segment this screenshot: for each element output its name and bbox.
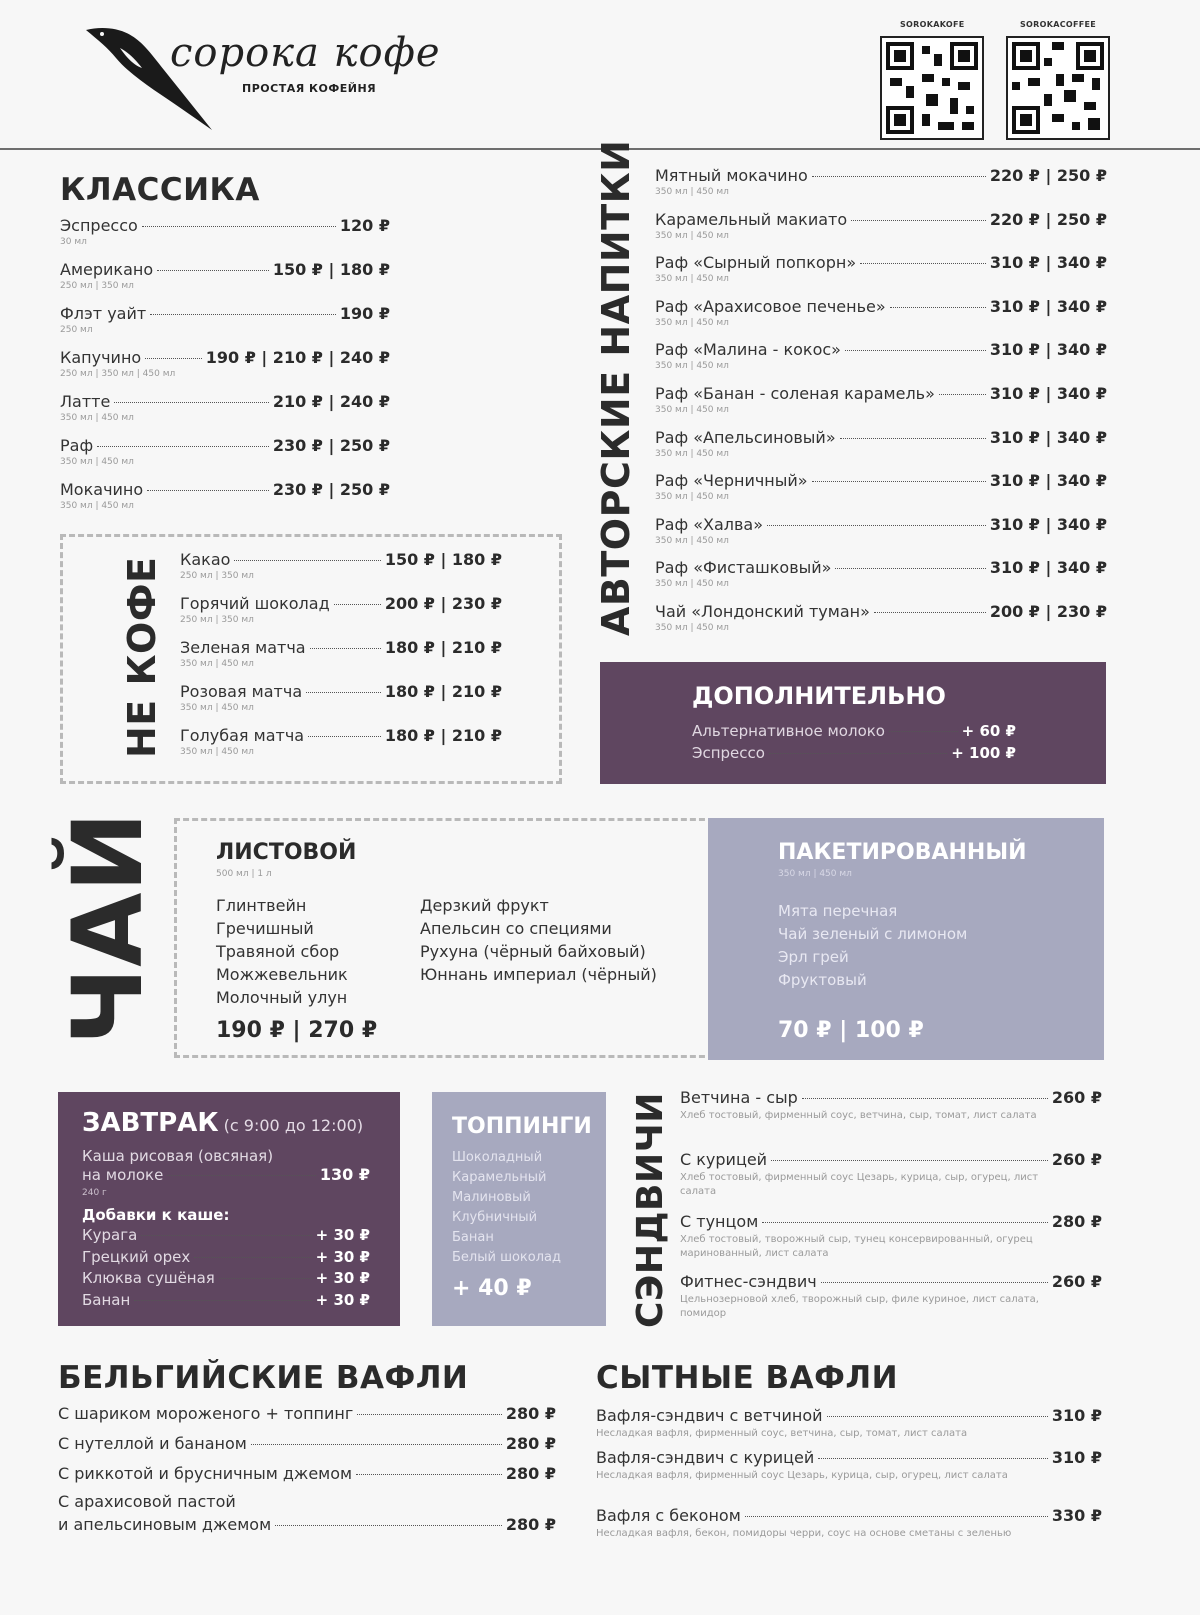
dot-leader [812,481,986,482]
price-row [60,348,390,367]
price-row [60,260,390,279]
item-volume: 350 мл | 450 мл [655,492,729,503]
logo-tagline: ПРОСТАЯ КОФЕЙНЯ [242,82,377,95]
section-title-author-drinks: АВТОРСКИЕ НАПИТКИ [594,139,638,636]
item-description: Хлеб тостовый, фирменный соус, ветчина, сыр, томат, лист салата [680,1110,1037,1121]
dot-leader [356,1474,502,1475]
dot-leader [97,446,269,447]
hearty-waffle-item [596,1448,1102,1483]
dot-leader [142,226,336,227]
item-name: С нутеллой и бананом [58,1434,247,1453]
porridge-price: 130 ₽ [319,1165,370,1184]
dot-leader [306,692,381,693]
author-drink-item [655,558,1107,589]
toppings-list [452,1148,561,1268]
dot-leader [334,604,381,605]
item-name: Раф «Черничный» [655,471,808,491]
dot-leader [821,1282,1048,1283]
item-volume: 250 мл | 350 мл [180,615,254,625]
topping-name: Шоколадный [452,1150,543,1165]
dot-leader [219,1278,312,1279]
item-name: Клюква сушёная [82,1269,215,1287]
price-row [60,480,390,499]
leaf-tea-name: Рухуна (чёрный байховый) [420,942,646,961]
dot-leader [827,1416,1048,1417]
not-coffee-item [180,594,502,625]
dot-leader [134,1300,311,1301]
dot-leader [114,402,268,403]
dot-leader [835,568,985,569]
dot-leader [812,176,986,177]
leaf-tea-name: Травяной сбор [216,942,340,961]
item-price: 280 ₽ [505,1434,556,1453]
item-name: Раф «Малина - кокос» [655,340,841,360]
item-price: + 30 ₽ [315,1290,370,1309]
item-price: + 60 ₽ [961,722,1016,740]
item-name: и апельсиновым джемом [58,1515,272,1534]
dot-leader [818,1458,1048,1459]
item-name: Мокачино [60,480,144,499]
dot-leader [939,394,986,395]
toppings-price: + 40 ₽ [452,1276,532,1301]
item-name: Грецкий орех [82,1247,191,1266]
bagged-tea-volume: 350 мл | 450 мл [778,869,852,879]
item-price: 310 ₽ | 340 ₽ [989,384,1107,403]
price-row [58,1434,556,1453]
item-name: Мятный мокачино [655,166,808,185]
item-price: 190 ₽ [339,304,390,323]
logo-name: сорока кофе [170,30,441,76]
item-price: 280 ₽ [505,1515,556,1534]
price-row [180,726,502,745]
topping-name: Малиновый [452,1190,531,1205]
sandwich-item [680,1272,1102,1321]
item-price: 330 ₽ [1051,1506,1102,1525]
item-price: 280 ₽ [505,1404,556,1423]
price-row [60,436,390,455]
leaf-tea-name: Юннань империал (чёрный) [420,965,657,984]
price-row [692,744,1016,762]
item-name: Вафля с беконом [596,1506,741,1525]
price-row [680,1272,1102,1291]
leaf-tea-name: Дерзкий фрукт [420,896,549,915]
item-name: Вафля-сэндвич с курицей [596,1448,815,1467]
price-row [655,166,1107,185]
item-description: Цельнозерновой хлеб, творожный сыр, филе куриное, лист салата, помидор [680,1294,1039,1319]
bagged-tea-list [778,900,967,992]
item-price: 220 ₽ | 250 ₽ [989,166,1107,185]
section-title-hearty-waffles: СЫТНЫЕ ВАФЛИ [596,1360,899,1396]
leaf-tea-name: Апельсин со специями [420,919,612,938]
author-drink-item [655,210,1107,241]
item-name: Раф «Халва» [655,514,764,534]
item-volume: 350 мл | 450 мл [655,405,729,415]
item-price: 180 ₽ | 210 ₽ [384,726,502,745]
dot-leader [157,270,269,271]
item-name: Американо [60,260,154,279]
item-price: 310 ₽ | 340 ₽ [989,427,1107,447]
price-row [180,594,502,613]
topping-name: Белый шоколад [452,1250,561,1265]
dot-leader [874,612,986,613]
price-row [180,550,502,569]
item-name: Вафля-сэндвич с ветчиной [596,1406,823,1425]
item-price: 310 ₽ | 340 ₽ [989,340,1107,360]
leaf-tea-list-1 [216,894,348,1009]
price-row [692,722,1016,740]
item-name: Альтернативное молоко [692,722,885,740]
price-row [655,471,1107,490]
item-price: 210 ₽ | 240 ₽ [272,392,390,411]
dot-leader [308,736,381,737]
item-price: 310 ₽ | 340 ₽ [989,253,1107,273]
bagged-tea-price: 70 ₽ | 100 ₽ [778,1018,924,1043]
addon-item [82,1291,370,1309]
dot-leader [275,1525,502,1526]
item-price: 310 ₽ | 340 ₽ [989,514,1107,534]
item-name: Раф «Апельсиновый» [655,427,836,447]
item-name: Горячий шоколад [180,594,330,613]
porridge-line1: Каша рисовая (овсяная) [82,1147,274,1165]
item-price: 120 ₽ [339,216,390,235]
item-name: Раф «Банан - соленая карамель» [655,384,935,403]
item-volume: 350 мл | 450 мл [655,230,729,241]
price-row [58,1404,556,1423]
item-volume: 350 мл | 450 мл [655,448,729,459]
item-name: Эспрессо [692,744,765,762]
item-price: 310 ₽ [1051,1406,1102,1425]
leaf-tea-name: Гречишный [216,919,314,938]
item-volume: 350 мл | 450 мл [180,747,254,757]
item-volume: 350 мл | 450 мл [655,274,729,285]
dot-leader [194,1257,311,1258]
not-coffee-item [180,638,502,669]
author-drink-item [655,602,1107,633]
qr-code-right-icon[interactable] [1006,36,1110,140]
dot-leader [860,263,986,264]
item-name: Банан [82,1290,131,1309]
price-row [82,1248,370,1266]
topping-name: Клубничный [452,1210,538,1225]
item-volume: 350 мл | 450 мл [655,187,729,197]
dot-leader [802,1098,1048,1099]
classic-item [60,392,390,423]
dot-leader [890,307,986,308]
price-row [82,1269,370,1287]
bagged-tea-name: Фруктовый [778,971,867,989]
item-price: 310 ₽ | 340 ₽ [989,471,1107,491]
item-name: Раф «Сырный попкорн» [655,253,857,273]
item-price: 260 ₽ [1051,1088,1102,1107]
porridge-weight: 240 г [82,1188,107,1198]
not-coffee-item [180,550,502,581]
dot-leader [141,1235,311,1236]
breakfast-title-text: ЗАВТРАК [82,1108,219,1138]
hearty-waffle-item [596,1506,1102,1541]
item-name-line1: С арахисовой пастой [58,1492,236,1511]
item-price: 310 ₽ | 340 ₽ [989,296,1107,316]
bagged-tea-name: Чай зеленый с лимоном [778,925,968,943]
classic-item [60,436,390,467]
item-name: Эспрессо [60,216,138,235]
item-description: Несладкая вафля, фирменный соус Цезарь, курица, сыр, огурец, лист салата [596,1470,1008,1481]
bagged-tea-name: Эрл грей [778,948,849,966]
item-price: 180 ₽ | 210 ₽ [384,638,502,657]
extras-title: ДОПОЛНИТЕЛЬНО [692,682,946,710]
item-description: Хлеб тостовый, фирменный соус Цезарь, курица, сыр, огурец, лист салата [680,1172,1039,1197]
author-drink-item [655,471,1107,502]
price-row [82,1226,370,1244]
belgian-waffle-item [58,1404,556,1423]
qr-right-label: SOROKACOFFEE [1020,20,1097,29]
item-volume: 350 мл | 450 мл [655,623,729,633]
item-name: Розовая матча [180,682,303,701]
item-price: 150 ₽ | 180 ₽ [384,550,502,569]
item-name: С риккотой и брусничным джемом [58,1464,353,1483]
section-title-belgian-waffles: БЕЛЬГИЙСКИЕ ВАФЛИ [58,1360,469,1396]
item-name: С шариком мороженого + топпинг [58,1404,354,1423]
item-name: Голубая матча [180,726,305,745]
item-price: 200 ₽ | 230 ₽ [989,602,1107,621]
item-volume: 250 мл | 350 мл [180,571,254,581]
item-price: + 30 ₽ [315,1226,370,1244]
qr-code-left-icon[interactable] [880,36,984,140]
dot-leader [745,1516,1048,1517]
section-title-tea: ЧАЙ [52,811,164,1045]
item-name: Чай «Лондонский туман» [655,602,870,621]
dot-leader [851,220,986,221]
qr-left-label: SOROKAKOFE [900,20,965,29]
item-name: Ветчина - сыр [680,1088,798,1107]
price-row [82,1291,370,1309]
item-volume: 30 мл [60,237,87,247]
price-row [58,1515,556,1534]
extras-item [692,744,1016,762]
item-name: С курицей [680,1150,768,1169]
section-title-not-coffee: НЕ КОФЕ [120,556,164,758]
breakfast-title [82,1108,363,1138]
leaf-tea-name: Молочный улун [216,988,348,1007]
item-price: 310 ₽ [1051,1448,1102,1467]
item-price: + 30 ₽ [315,1247,370,1266]
item-price: 310 ₽ | 340 ₽ [989,558,1107,578]
item-volume: 350 мл | 450 мл [655,317,729,328]
classic-item [60,304,390,335]
belgian-waffle-item [58,1434,556,1453]
leaf-tea-list-2 [420,894,657,986]
dot-leader [147,490,269,491]
dot-leader [845,350,986,351]
dot-leader [840,438,986,439]
price-row [596,1506,1102,1525]
item-description: Несладкая вафля, фирменный соус, ветчина, сыр, томат, лист салата [596,1428,968,1439]
item-description: Несладкая вафля, бекон, помидоры черри, соус на основе сметаны с зеленью [596,1528,1012,1539]
addons-title: Добавки к каше: [82,1206,230,1224]
leaf-tea-title: ЛИСТОВОЙ [216,840,357,865]
item-name: Какао [180,550,231,569]
porridge-row [82,1165,370,1184]
price-row [58,1464,556,1483]
item-price: 280 ₽ [505,1464,556,1483]
price-row [655,297,1107,316]
item-volume: 250 мл [60,325,93,335]
item-name: Капучино [60,348,142,367]
price-row [655,558,1107,577]
item-name: Латте [60,392,111,411]
addon-item [82,1226,370,1244]
item-name: Курага [82,1226,138,1244]
leaf-tea-volume: 500 мл | 1 л [216,869,272,879]
item-name: Фитнес-сэндвич [680,1272,817,1291]
item-name: Раф [60,436,94,455]
section-title-classic: КЛАССИКА [60,172,260,208]
price-row [655,210,1107,229]
item-volume: 250 мл | 350 мл [60,281,134,291]
item-price: 200 ₽ | 230 ₽ [384,594,502,613]
price-row [680,1088,1102,1107]
extras-item [692,722,1016,740]
topping-name: Карамельный [452,1170,547,1185]
item-price: 220 ₽ | 250 ₽ [989,209,1107,229]
price-row [655,253,1107,272]
classic-item [60,348,390,379]
price-row [655,602,1107,621]
not-coffee-item [180,726,502,757]
dot-leader [767,525,986,526]
breakfast-hours: (с 9:00 до 12:00) [223,1116,364,1135]
item-price: 260 ₽ [1051,1150,1102,1169]
item-name: С тунцом [680,1212,759,1231]
classic-item [60,216,390,247]
dot-leader [150,314,336,315]
item-volume: 350 мл | 450 мл [60,501,134,511]
price-row [655,515,1107,534]
sandwich-item [680,1088,1102,1123]
item-name: Карамельный макиато [655,209,848,229]
item-price: 150 ₽ | 180 ₽ [272,260,390,279]
item-price: 260 ₽ [1051,1272,1102,1291]
item-price: 230 ₽ | 250 ₽ [272,480,390,499]
section-title-sandwiches: СЭНДВИЧИ [630,1092,671,1328]
item-name: Раф «Фисташковый» [655,558,832,578]
dot-leader [769,753,947,754]
sandwich-item [680,1150,1102,1199]
price-row [180,682,502,701]
dot-leader [310,648,381,649]
item-description: Хлеб тостовый, творожный сыр, тунец консервированный, огурец маринованный, лист салата [680,1234,1033,1259]
price-row [60,216,390,235]
topping-name: Банан [452,1230,494,1245]
item-volume: 350 мл | 450 мл [655,361,729,372]
item-price: + 30 ₽ [315,1269,370,1287]
item-price: 180 ₽ | 210 ₽ [384,682,502,701]
item-price: 280 ₽ [1051,1212,1102,1231]
item-name: Зеленая матча [180,638,306,657]
price-row [655,340,1107,359]
not-coffee-item [180,682,502,713]
toppings-title: ТОППИНГИ [452,1114,592,1139]
item-price: 190 ₽ | 210 ₽ | 240 ₽ [205,348,390,367]
bagged-tea-title: ПАКЕТИРОВАННЫЙ [778,840,1027,865]
item-volume: 350 мл | 450 мл [180,659,254,669]
hearty-waffle-item [596,1406,1102,1441]
author-drink-item [655,297,1107,328]
item-name: Раф «Арахисовое печенье» [655,296,886,316]
item-volume: 250 мл | 350 мл | 450 мл [60,369,176,379]
price-row [596,1448,1102,1467]
author-drink-item [655,340,1107,371]
bagged-tea-name: Мята перечная [778,902,898,920]
dot-leader [251,1444,502,1445]
leaf-tea-name: Глинтвейн [216,896,307,915]
price-row [680,1150,1102,1169]
item-name: Флэт уайт [60,304,147,323]
item-price: 230 ₽ | 250 ₽ [272,436,390,455]
dot-leader [889,731,958,732]
leaf-tea-price: 190 ₽ | 270 ₽ [216,1018,378,1043]
dot-leader [145,358,202,359]
price-row [655,428,1107,447]
belgian-waffle-item [58,1464,556,1483]
porridge-line2: на молоке [82,1166,164,1184]
classic-item [60,260,390,291]
belgian-waffle-item [58,1492,556,1534]
item-volume: 350 мл | 450 мл [60,413,134,423]
price-row [60,304,390,323]
classic-item [60,480,390,511]
price-row [680,1212,1102,1231]
price-row [596,1406,1102,1425]
author-drink-item [655,166,1107,197]
dot-leader [762,1222,1048,1223]
price-row [180,638,502,657]
addon-item [82,1269,370,1287]
author-drink-item [655,428,1107,459]
author-drink-item [655,384,1107,415]
dot-leader [167,1175,316,1176]
sandwich-item [680,1212,1102,1261]
item-volume: 350 мл | 450 мл [655,579,729,590]
price-row [655,384,1107,403]
dot-leader [357,1414,502,1415]
item-volume: 350 мл | 450 мл [655,535,729,546]
item-price: + 100 ₽ [951,744,1016,762]
dot-leader [234,560,380,561]
price-row [60,392,390,411]
item-volume: 350 мл | 450 мл [60,457,134,467]
item-volume: 350 мл | 450 мл [180,703,254,713]
addon-item [82,1248,370,1266]
author-drink-item [655,253,1107,284]
leaf-tea-name: Можжевельник [216,965,348,984]
author-drink-item [655,515,1107,546]
dot-leader [771,1160,1048,1161]
